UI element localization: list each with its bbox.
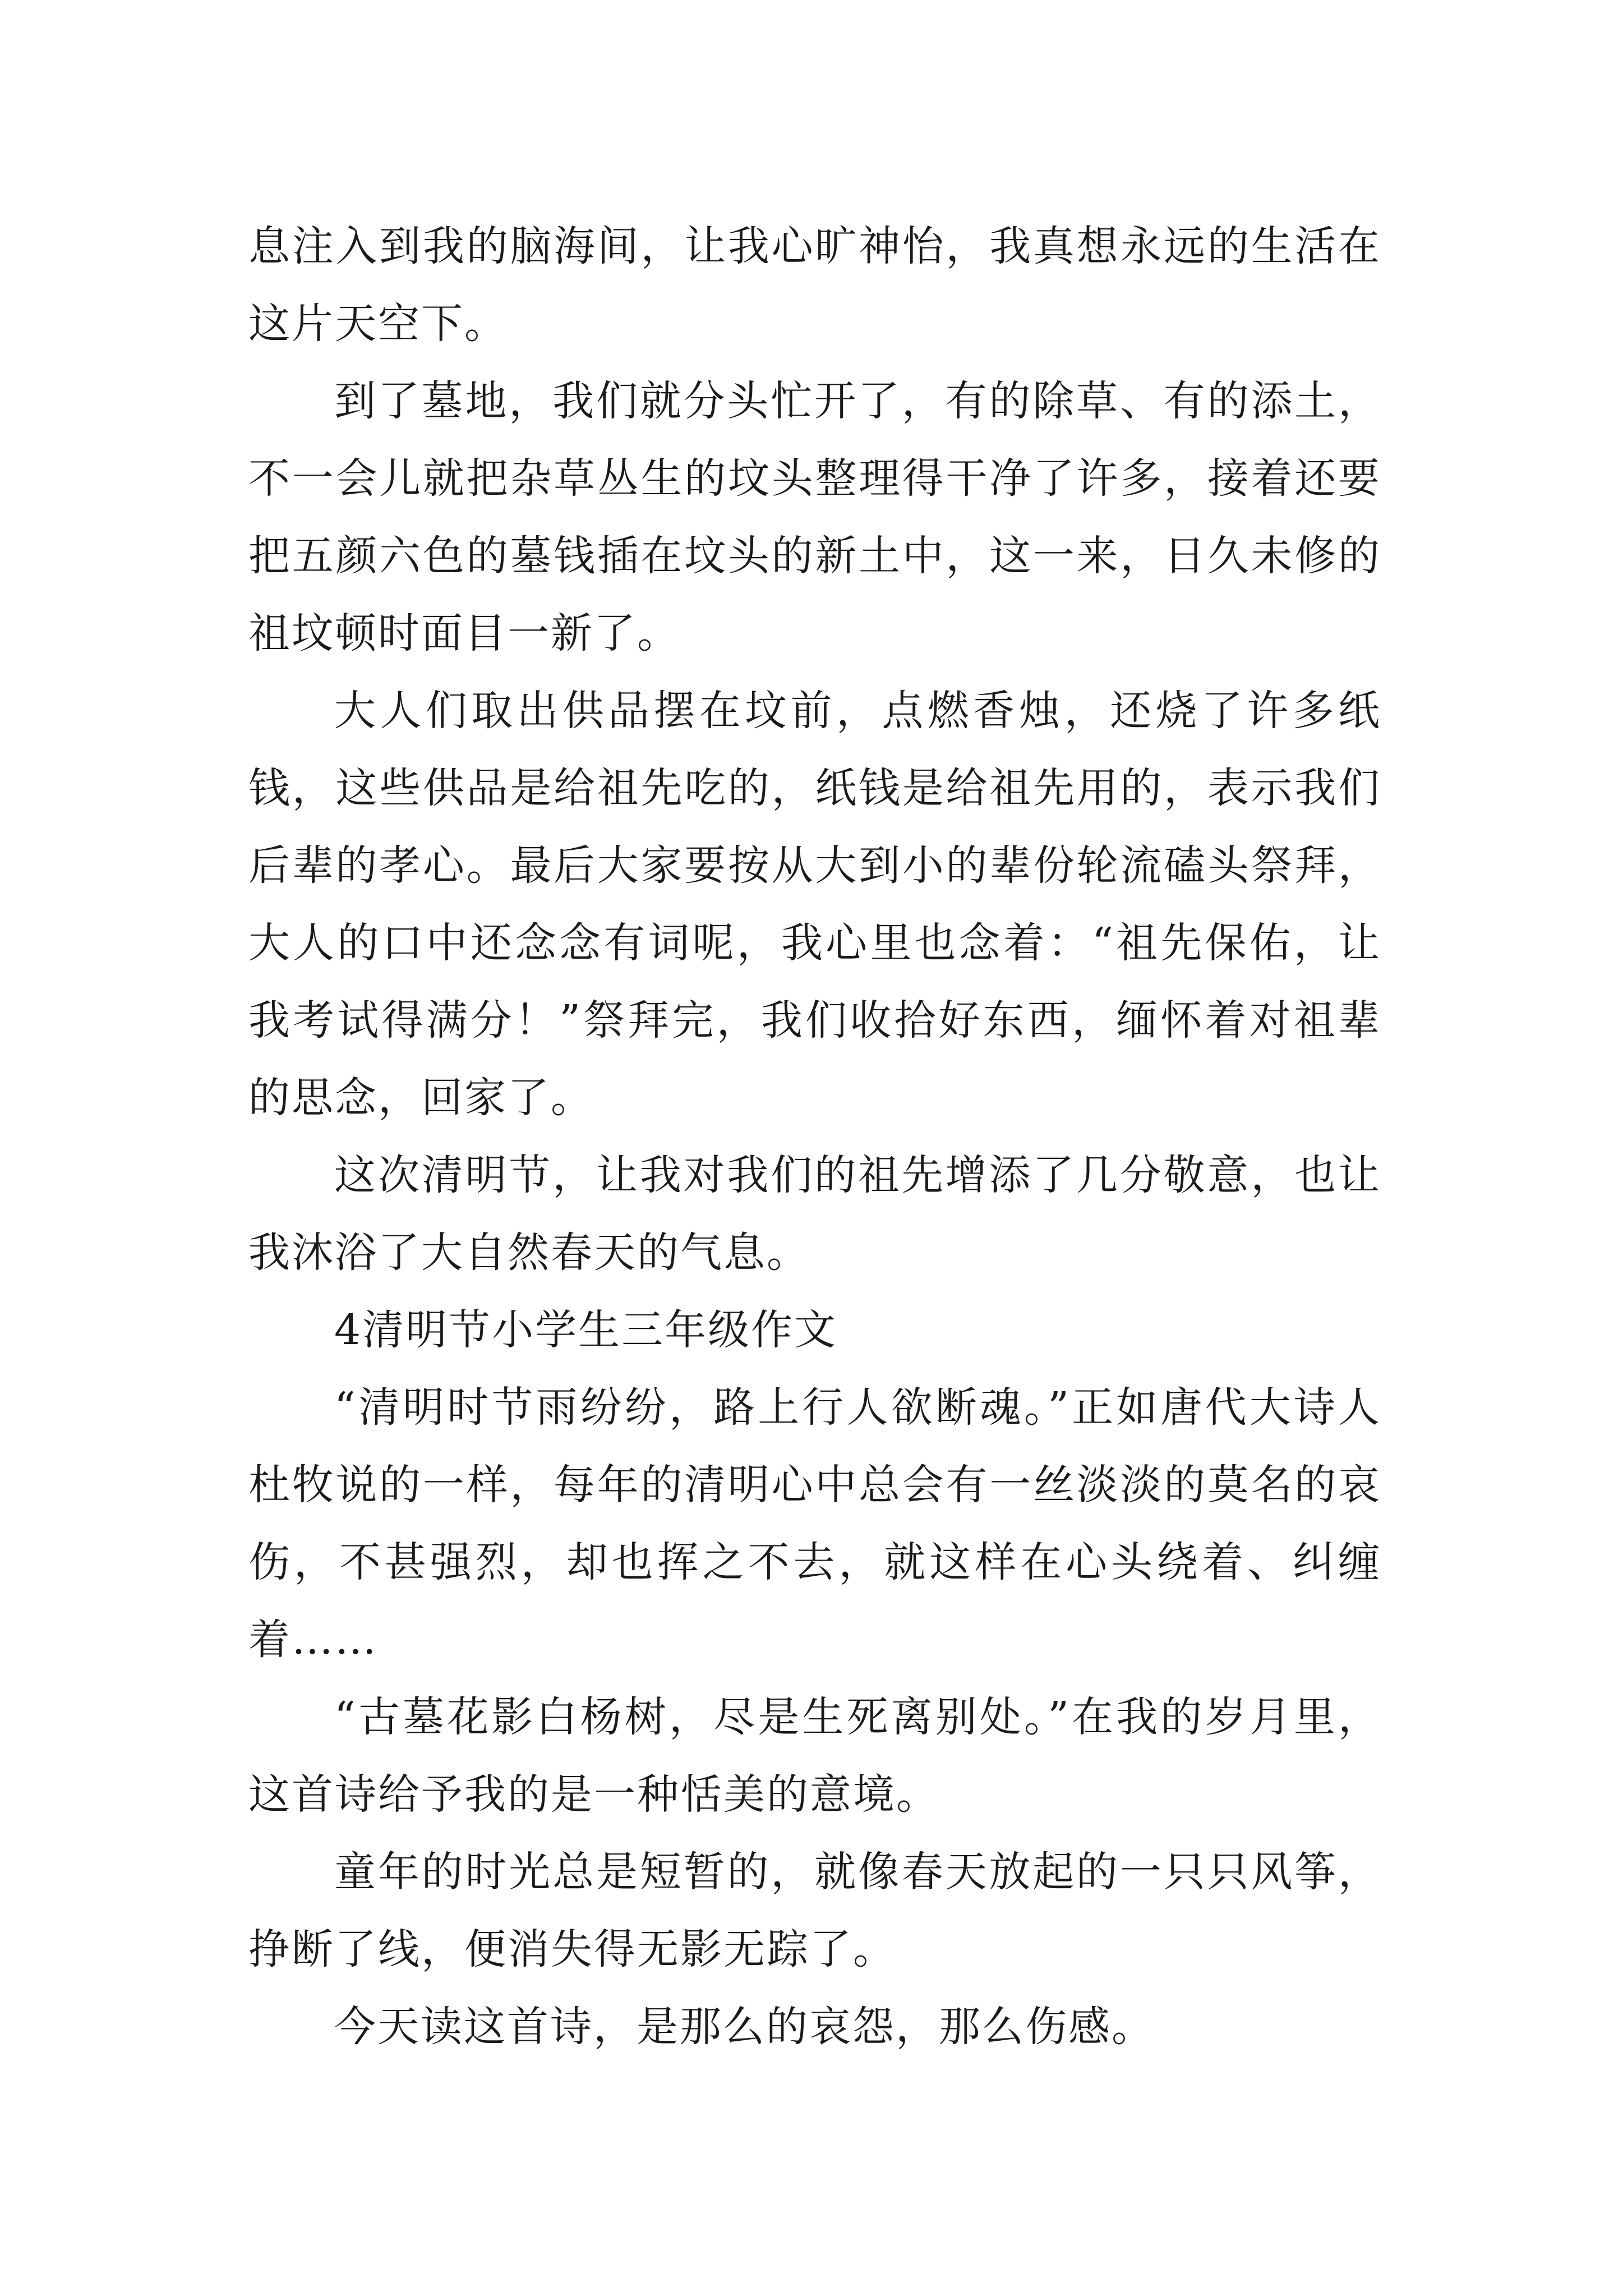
- paragraph-2: 到了墓地，我们就分头忙开了，有的除草、有的添土，不一会儿就把杂草丛生的坟头整理得干净了许多，接着还要把五颜六色的墓钱插在坟头的新土中，这一来，日久未修的祖坟顿时面目一新了。: [248, 377, 1381, 657]
- paragraph-6: “古墓花影白杨树，尽是生死离别处。”在我的岁月里，这首诗给予我的是一种恬美的意境。: [248, 1693, 1381, 1819]
- section-heading: 4清明节小学生三年级作文: [334, 1306, 838, 1354]
- paragraph-8: 今天读这首诗，是那么的哀怨，那么伤感。: [334, 2003, 1155, 2051]
- paragraph-5: “清明时节雨纷纷，路上行人欲断魂。”正如唐代大诗人杜牧说的一样，每年的清明心中总会有一丝淡淡的莫名的哀伤，不甚强烈，却也挥之不去，就这样在心头绕着、纠缠着……: [248, 1383, 1381, 1664]
- paragraph-3: 大人们取出供品摆在坟前，点燃香烛，还烧了许多纸钱，这些供品是给祖先吃的，纸钱是给祖先用的，表示我们后辈的孝心。最后大家要按从大到小的辈份轮流磕头祭拜，大人的口中还念念有词呢，我心里也念着：“祖先保佑，让我考试得满分！”祭拜完，我们收拾好东西，缅怀着对祖辈的思念，回家了。: [248, 687, 1381, 1122]
- document-body: [248, 208, 1381, 2065]
- paragraph-4: 这次清明节，让我对我们的祖先增添了几分敬意，也让我沐浴了大自然春天的气息。: [248, 1151, 1381, 1277]
- paragraph-1: 息注入到我的脑海间，让我心旷神怡，我真想永远的生活在这片天空下。: [248, 222, 1381, 348]
- paragraph-7: 童年的时光总是短暂的，就像春天放起的一只只风筝，挣断了线，便消失得无影无踪了。: [248, 1848, 1381, 1973]
